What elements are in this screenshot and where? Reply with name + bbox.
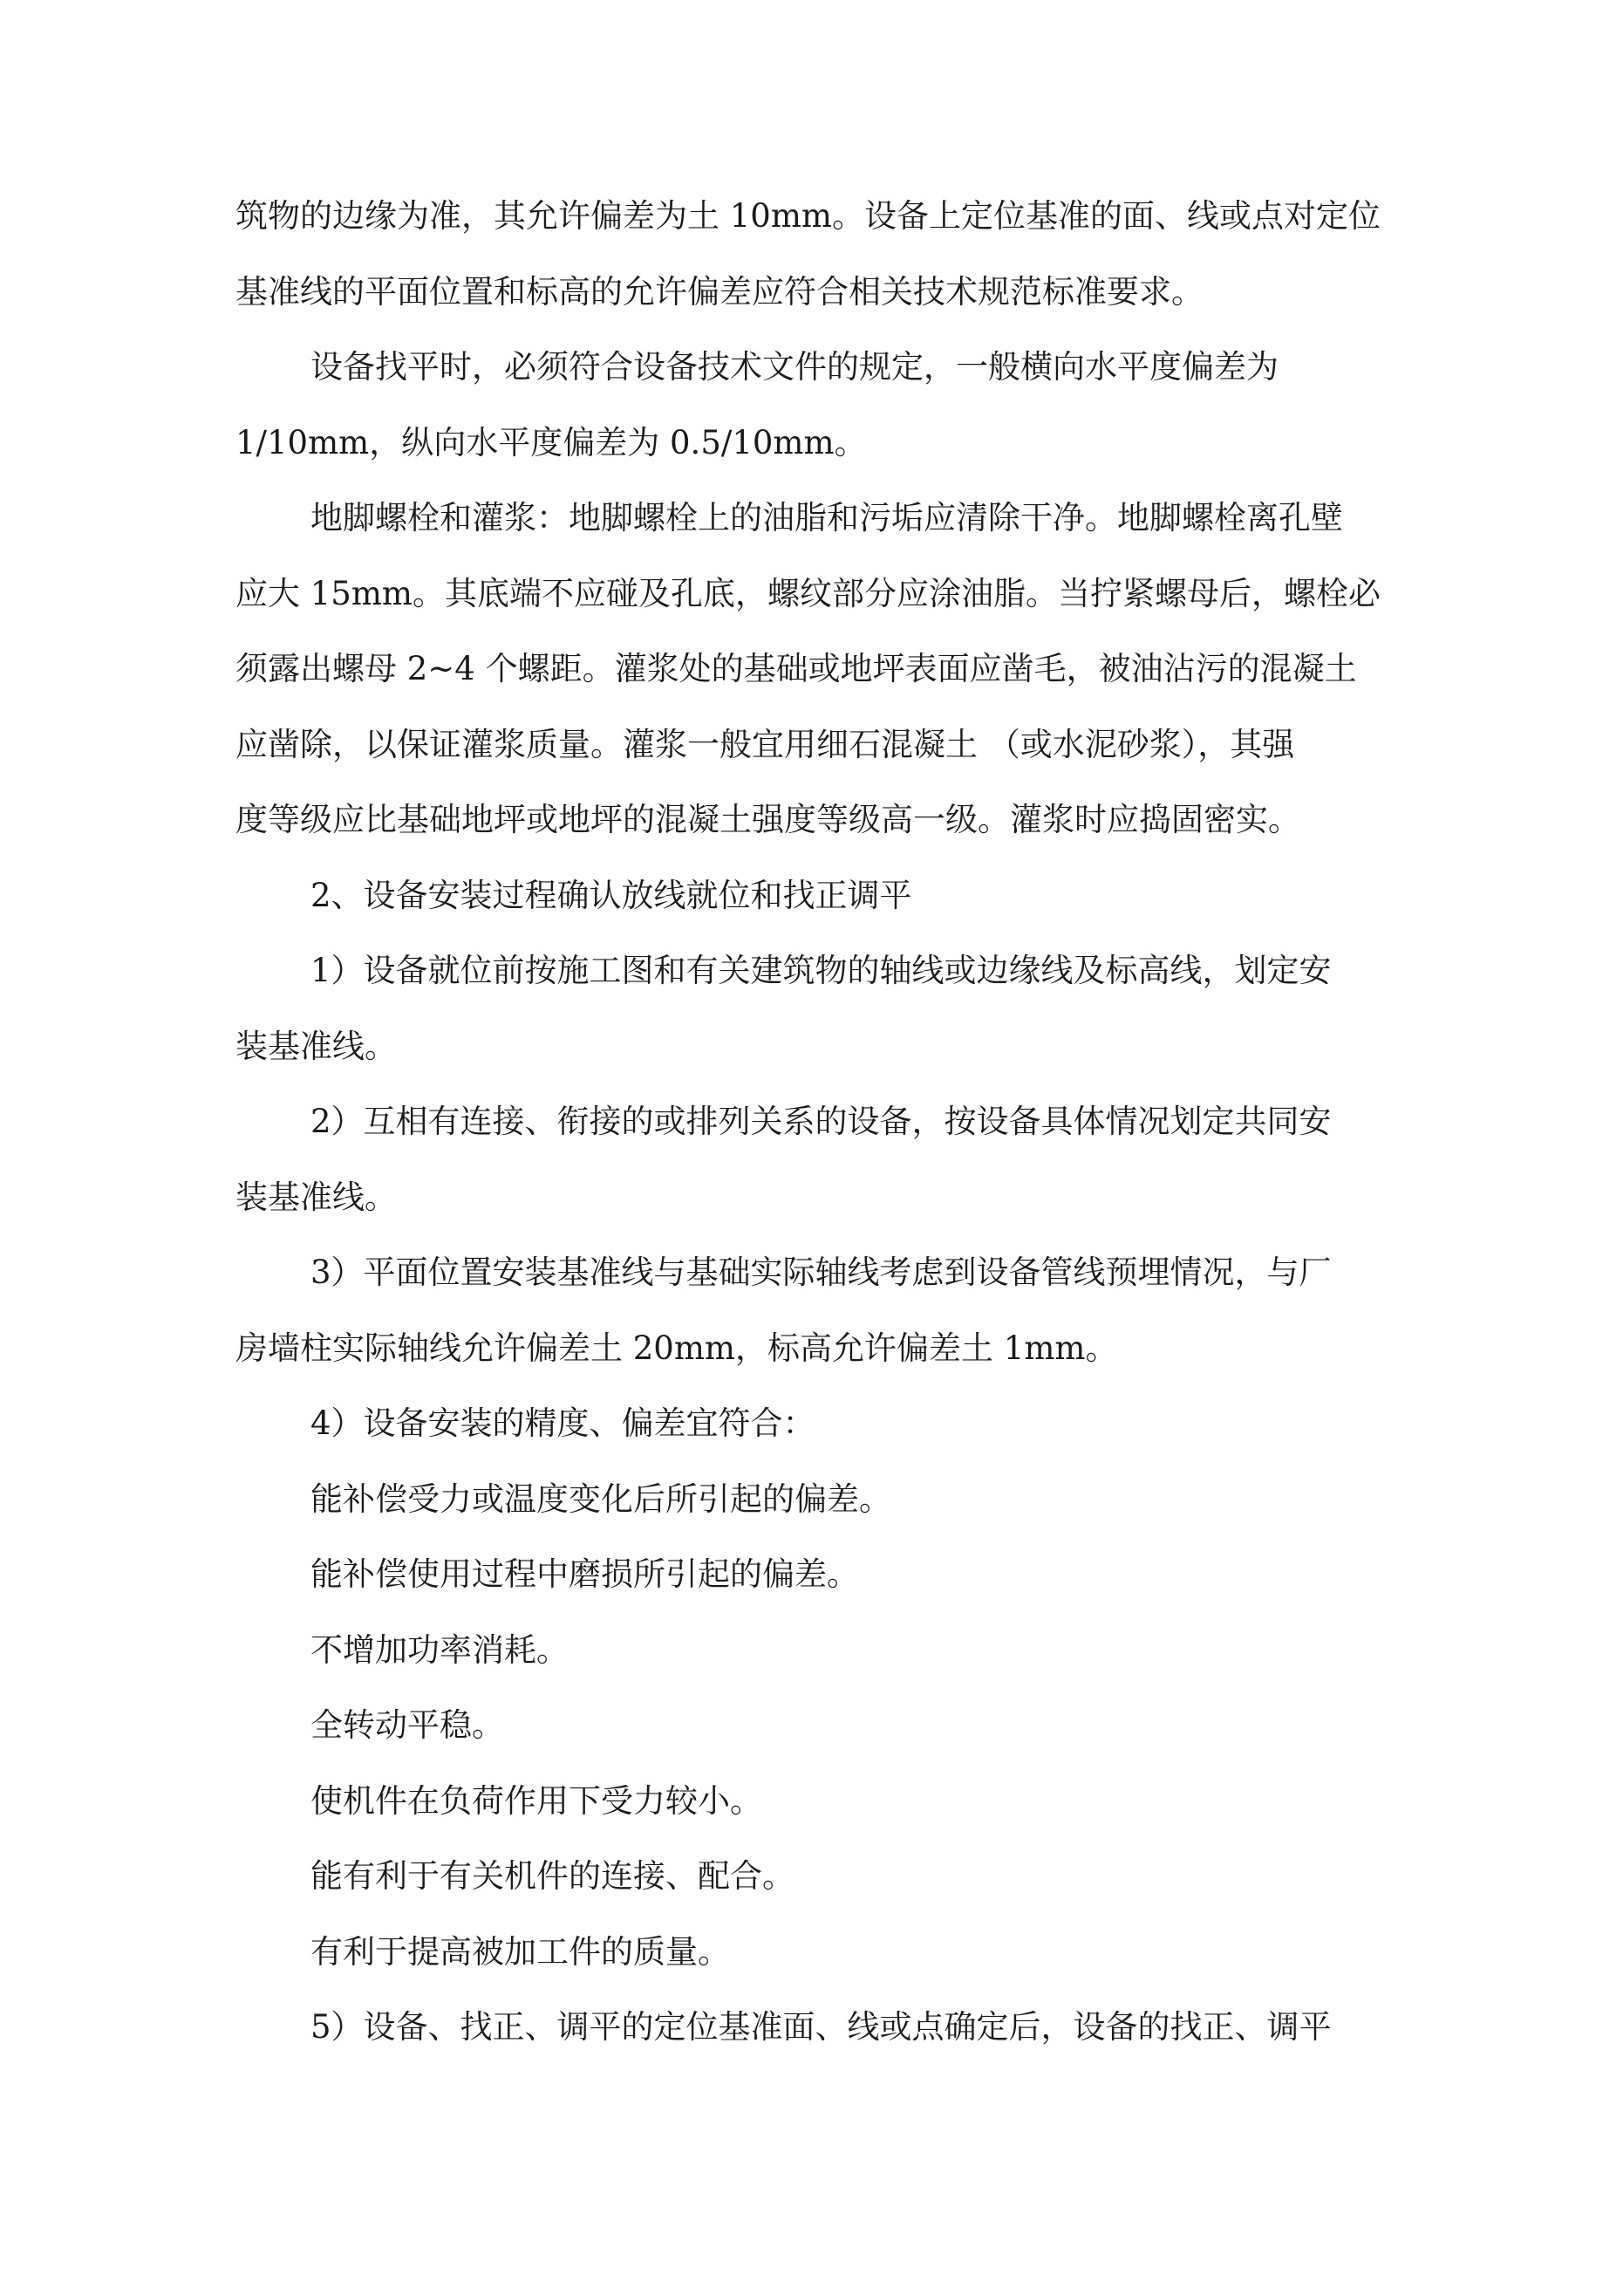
- text-line: 基准线的平面位置和标高的允许偏差应符合相关技术规范标准要求。: [235, 272, 1204, 311]
- text-line: 房墙柱实际轴线允许偏差土 20mm，标高允许偏差土 1mm。: [235, 1329, 1118, 1367]
- text-line: 能补偿受力或温度变化后所引起的偏差。: [310, 1479, 891, 1518]
- document-body: [235, 179, 1400, 2066]
- text-line: 地脚螺栓和灌浆：地脚螺栓上的油脂和污垢应清除干净。地脚螺栓离孔壁: [310, 499, 1343, 536]
- text-line: 5）设备、找正、调平的定位基准面、线或点确定后，设备的找正、调平: [310, 2008, 1332, 2046]
- text-line: 筑物的边缘为准，其允许偏差为土 10mm。设备上定位基准的面、线或点对定位: [235, 197, 1381, 235]
- text-line: 2、设备安装过程确认放线就位和找正调平: [310, 876, 912, 914]
- text-line: 2）互相有连接、衔接的或排列关系的设备，按设备具体情况划定共同安: [310, 1103, 1332, 1140]
- text-line: 应大 15mm。其底端不应碰及孔底，螺纹部分应涂油脂。当拧紧螺母后，螺栓必: [235, 574, 1381, 612]
- text-line: 须露出螺母 2~4 个螺距。灌浆处的基础或地坪表面应凿毛，被油沾污的混凝土: [235, 650, 1357, 687]
- text-line: 4）设备安装的精度、偏差宜符合：: [310, 1404, 815, 1442]
- text-line: 能有利于有关机件的连接、配合。: [310, 1857, 794, 1895]
- text-line: 使机件在负荷作用下受力较小。: [310, 1781, 762, 1820]
- text-line: 装基准线。: [235, 1178, 397, 1216]
- text-line: 有利于提高被加工件的质量。: [310, 1932, 730, 1971]
- text-line: 度等级应比基础地坪或地坪的混凝土强度等级高一级。灌浆时应捣固密实。: [235, 801, 1300, 838]
- text-line: 装基准线。: [235, 1027, 397, 1065]
- text-line: 1）设备就位前按施工图和有关建筑物的轴线或边缘线及标高线，划定安: [310, 952, 1332, 989]
- text-line: 能补偿使用过程中磨损所引起的偏差。: [310, 1555, 859, 1593]
- text-line: 设备找平时，必须符合设备技术文件的规定，一般横向水平度偏差为: [310, 348, 1279, 386]
- text-line: 全转动平稳。: [310, 1706, 504, 1744]
- text-line: 3）平面位置安装基准线与基础实际轴线考虑到设备管线预埋情况，与厂: [310, 1254, 1332, 1291]
- text-line: 1/10mm，纵向水平度偏差为 0.5/10mm。: [235, 423, 867, 461]
- text-line: 不增加功率消耗。: [310, 1630, 569, 1669]
- text-line: 应凿除，以保证灌浆质量。灌浆一般宜用细石混凝土 （或水泥砂浆），其强: [235, 725, 1295, 763]
